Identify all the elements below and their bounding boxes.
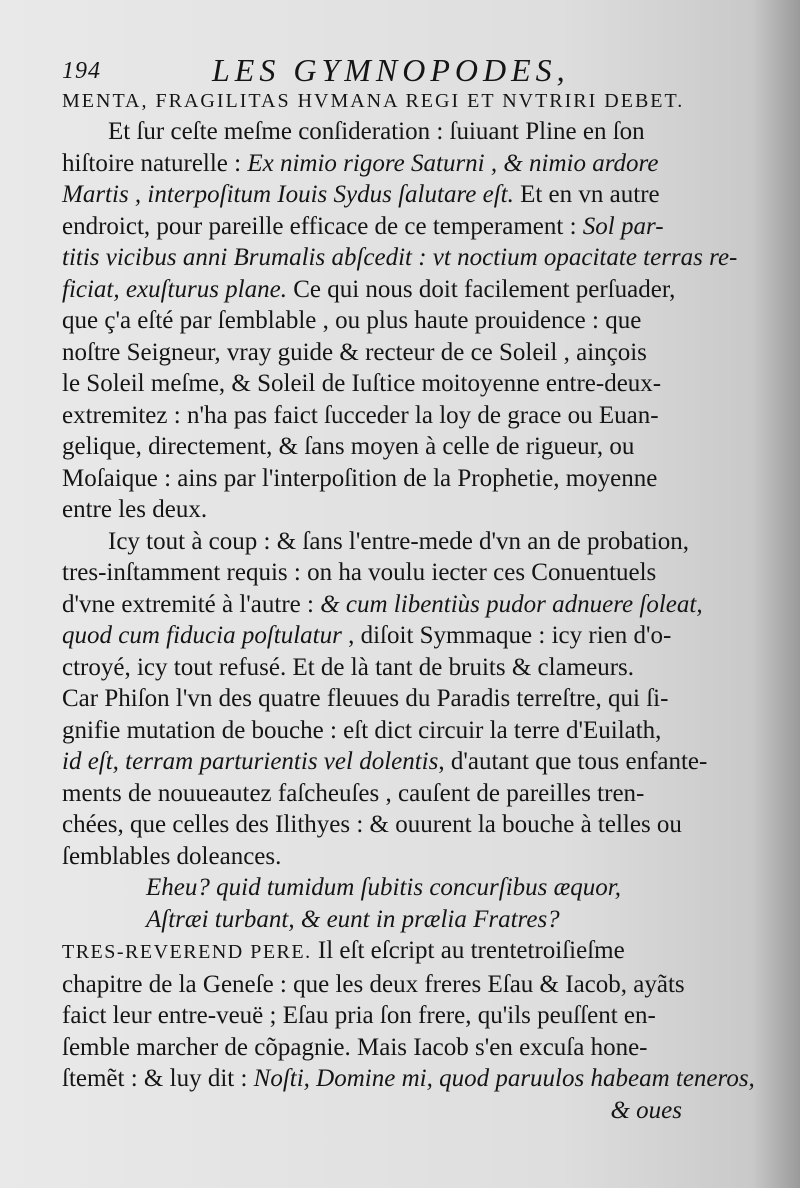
text-line <box>62 431 702 463</box>
italic-segment: ficiat, exuſturus plane. <box>62 275 287 303</box>
text-segment: tres-inſtamment requis : on ha voulu iecter ces Conuentuels <box>62 559 657 586</box>
text-line <box>62 148 702 180</box>
italic-segment: Aſtræi turbant, & eunt in prælia Fratres? <box>146 905 560 933</box>
italic-segment: titis vicibus anni Brumalis abſcedit : vt noctium opacitate terras re- <box>62 244 738 271</box>
text-line <box>62 557 702 589</box>
text-segment: extremitez : n'ha pas faict ſucceder la loy de grace ou Euan- <box>62 401 659 429</box>
italic-segment: Eheu? quid tumidum ſubitis concurſibus æquor, <box>146 874 621 901</box>
text-line <box>62 211 702 243</box>
text-segment: chées, que celles des Ilithyes : & ouurent la bouche à telles ou <box>62 811 682 838</box>
text-segment: Et en vn autre <box>513 181 660 208</box>
text-segment: Et ſur ceſte meſme conſideration : ſuiuant Pline en ſon <box>108 118 645 145</box>
text-line <box>62 305 702 337</box>
text-segment: Il eſt eſcript au trentetroiſieſme <box>311 937 625 964</box>
small-caps-segment: TRES-REVEREND PERE. <box>62 941 312 963</box>
text-line <box>62 337 702 369</box>
page-number: 194 <box>62 58 101 84</box>
text-line <box>62 809 702 841</box>
italic-segment: Sol par- <box>582 212 664 240</box>
text-line <box>62 1032 702 1064</box>
text-line <box>62 179 702 211</box>
text-line <box>62 1000 702 1032</box>
running-title: LES GYMNOPODES, <box>212 52 570 88</box>
text-line <box>62 86 702 116</box>
text-line <box>62 652 702 684</box>
text-line <box>62 683 702 715</box>
text-segment: le Soleil meſme, & Soleil de Iuſtice moitoyenne entre-deux- <box>62 370 662 397</box>
text-segment: MENTA, FRAGILITAS HVMANA REGI ET NVTRIRI DEBET. <box>62 90 685 112</box>
text-segment: ſemble marcher de cõpagnie. Mais Iacob s'en excuſa hone- <box>62 1033 648 1061</box>
text-line <box>62 368 702 400</box>
text-line <box>62 400 702 432</box>
page-header <box>62 52 682 88</box>
text-segment: que ç'a eſté par ſemblable , ou plus haute prouidence : que <box>62 307 642 334</box>
text-segment: d'vne extremité à l'autre : <box>62 590 321 618</box>
text-segment: faict leur entre-veuë ; Eſau pria ſon frere, qu'ils peuſſent en- <box>62 1002 656 1029</box>
catchword <box>62 1095 702 1127</box>
text-segment: , d'autant que tous enfante- <box>438 748 708 775</box>
text-line <box>62 1063 755 1095</box>
text-segment: gnifie mutation de bouche : eſt dict circuir la terre d'Euilath, <box>62 716 662 744</box>
text-line <box>62 494 702 526</box>
text-segment: ſemblables doleances. <box>62 842 282 870</box>
text-line <box>62 274 702 306</box>
text-segment: hiſtoire naturelle : <box>62 149 248 177</box>
text-segment: chapitre de la Geneſe : que les deux freres Eſau & Iacob, ayãts <box>62 970 685 998</box>
text-segment: Moſaique : ains par l'interpoſition de la Prophetie, moyenne <box>62 464 658 492</box>
text-line <box>62 242 738 274</box>
italic-segment: Ex nimio rigore Saturni , & nimio ardore <box>247 149 659 177</box>
text-segment: Icy tout à coup : & ſans l'entre-mede d'vn an de probation, <box>108 527 690 555</box>
italic-segment: Noſti, Domine mi, quod paruulos habeam teneros, <box>253 1065 755 1092</box>
text-line <box>62 969 702 1001</box>
italic-segment: Martis , interpoſitum Iouis Sydus ſalutare eſt. <box>62 181 514 208</box>
text-segment: ments de nouueautez faſcheuſes , cauſent de pareilles tren- <box>62 779 645 807</box>
text-line <box>62 935 702 969</box>
text-segment: , diſoit Symmaque : icy rien d'o- <box>341 622 672 649</box>
text-line <box>62 620 702 652</box>
italic-segment: quod cum fiducia poſtulatur <box>62 622 342 649</box>
verse-line <box>62 872 702 904</box>
text-line <box>62 116 702 148</box>
text-segment: endroict, pour pareille efficace de ce temperament : <box>62 212 583 240</box>
text-segment: gelique, directement, & ſans moyen à celle de rigueur, ou <box>62 433 635 460</box>
text-segment: Car Phiſon l'vn des quatre fleuues du Paradis terreſtre, qui ſi- <box>62 685 669 712</box>
verse-line <box>62 904 702 936</box>
text-line <box>62 589 702 621</box>
italic-segment: & oues <box>610 1096 682 1124</box>
text-segment: ſtemẽt : & luy dit : <box>62 1065 254 1092</box>
italic-segment: & cum libentiùs pudor adnuere ſoleat, <box>320 590 703 618</box>
text-segment: entre les deux. <box>62 496 208 523</box>
text-line <box>62 841 702 873</box>
body-text <box>62 86 755 1126</box>
text-line <box>62 778 702 810</box>
text-line <box>62 526 702 558</box>
text-line <box>62 746 708 778</box>
text-line <box>62 715 702 747</box>
text-segment: noſtre Seigneur, vray guide & recteur de ce Soleil , ainçois <box>62 338 647 366</box>
text-segment: ctroyé, icy tout refusé. Et de là tant de bruits & clameurs. <box>62 653 635 681</box>
text-line <box>62 463 702 495</box>
text-segment: Ce qui nous doit facilement perſuader, <box>286 275 676 303</box>
italic-segment: id eſt, terram parturientis vel dolentis <box>62 748 439 775</box>
